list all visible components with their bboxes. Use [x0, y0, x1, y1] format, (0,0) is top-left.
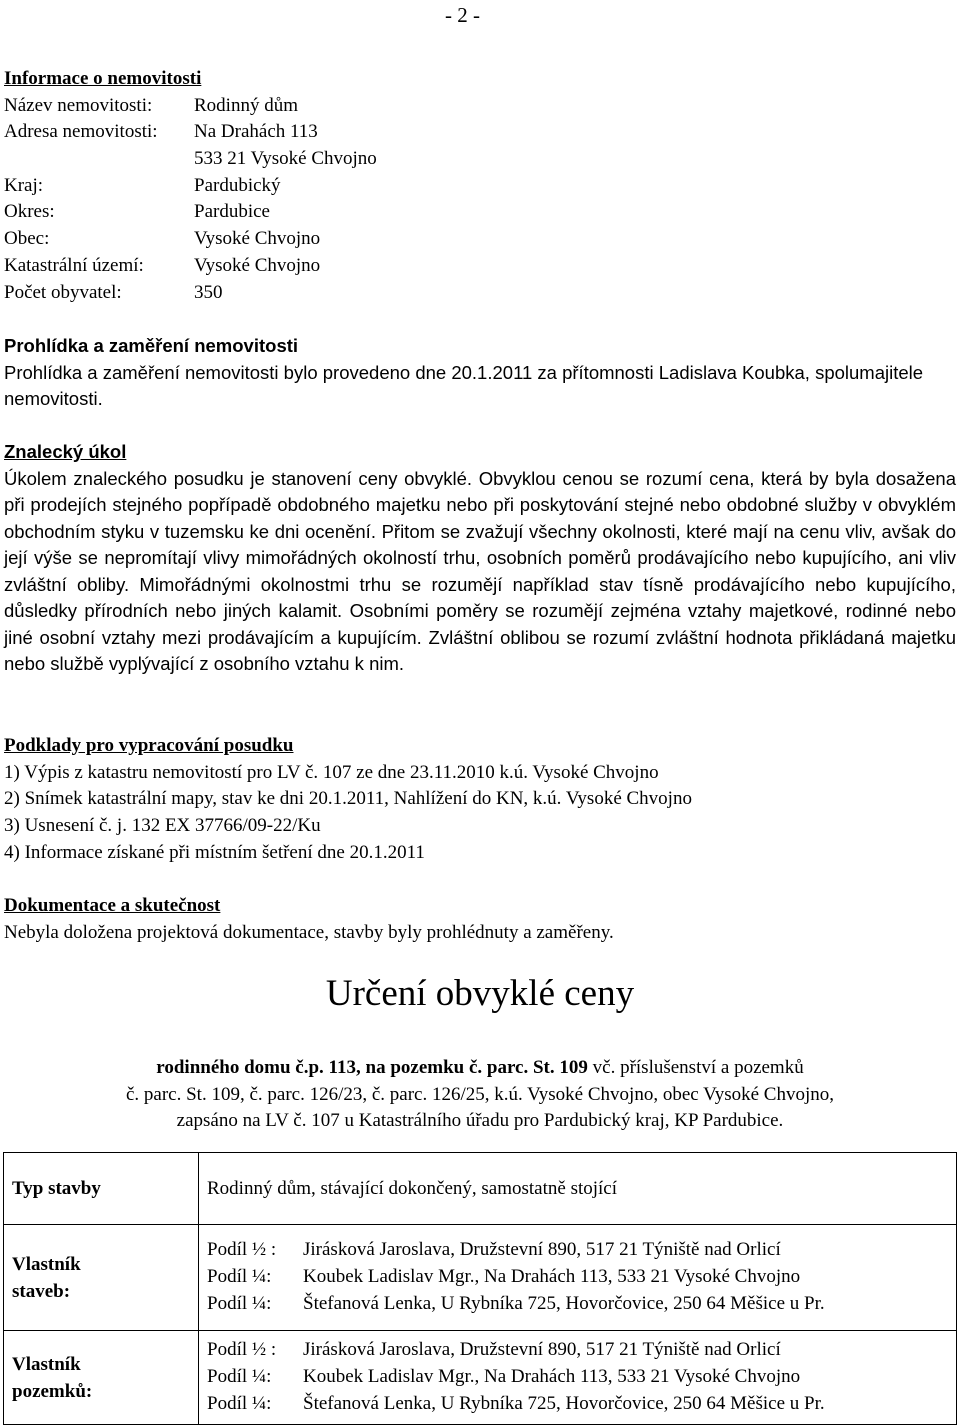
list-item: 1) Výpis z katastru nemovitostí pro LV č. 107 ze dne 23.11.2010 k.ú. Vysoké Chvojno: [4, 761, 659, 783]
info-label: Název nemovitosti:: [4, 94, 153, 116]
valuation-heading: Určení obvyklé ceny: [325, 973, 635, 1014]
documentation-section: [4, 893, 944, 946]
label-line: staveb:: [12, 1280, 71, 1302]
building-owner-label: [4, 1225, 199, 1331]
inspection-section: [4, 333, 956, 413]
table-row: [4, 1225, 957, 1331]
info-label: Obec:: [4, 228, 50, 250]
owner-line: [207, 1264, 948, 1291]
owner-share: Podíl ½ :: [207, 1239, 277, 1261]
info-row: [4, 280, 564, 307]
owner-name: Štefanová Lenka, U Rybníka 725, Hovorčovice, 250 64 Měšice u Pr.: [303, 1392, 825, 1414]
table-row: [4, 1153, 957, 1225]
subject-line-1: [0, 1055, 960, 1082]
owner-name: Jirásková Jaroslava, Družstevní 890, 517 21 Týniště nad Orlicí: [303, 1339, 781, 1361]
info-label: [4, 146, 194, 173]
list-item: 3) Usnesení č. j. 132 EX 37766/09-22/Ku: [4, 815, 321, 837]
owner-share: Podíl ¼:: [207, 1392, 272, 1414]
info-row: [4, 93, 564, 120]
owner-name: Koubek Ladislav Mgr., Na Drahách 113, 533 21 Vysoké Chvojno: [303, 1266, 801, 1288]
owner-name: Koubek Ladislav Mgr., Na Drahách 113, 533 21 Vysoké Chvojno: [303, 1366, 801, 1388]
subject-line-3: zapsáno na LV č. 107 u Katastrálního úřadu pro Pardubický kraj, KP Pardubice.: [176, 1110, 784, 1131]
info-value: Na Drahách 113: [194, 121, 318, 143]
info-value: Rodinný dům: [194, 94, 298, 116]
label-line: Vlastník: [12, 1253, 81, 1275]
label-line: Vlastník: [12, 1353, 81, 1375]
owner-name: Štefanová Lenka, U Rybníka 725, Hovorčovice, 250 64 Měšice u Pr.: [303, 1292, 825, 1314]
owner-share: Podíl ¼:: [207, 1292, 272, 1314]
ownership-table: [3, 1152, 957, 1425]
info-value: 533 21 Vysoké Chvojno: [194, 148, 377, 170]
building-owner-list: [199, 1225, 957, 1331]
info-row: [4, 226, 564, 253]
expert-task-body: Obvyklou cenou se rozumí cena, která by byla dosažena při prodejích stejného popřípadě obdobného majetku nebo při poskytování stejné nebo obdobné služby v obvyklém obchodním styku v tuzemsku ke dni ocenění. Přitom se zvažují všechny okolnosti, které mají na cenu vliv, avšak do její výše se nepromítají vlivy mimořádných okolností trhu, osobních poměrů prodávajícího nebo kupujícího, ani vliv zvláštní obliby. Mimořádnými okolnostmi trhu se rozumějí například stav tísně prodávajícího nebo kupujícího, důsledky přírodních nebo jiných kalamit. Osobními poměry se rozumějí zejména vztahy majetkové, rodinné nebo jiné osobní vztahy mezi prodávajícím a kupujícím. Zvláštní oblibou se rozumí zvláštní hodnota přikládaná majetku nebo službě vyplývající z osobního vztahu k nim.: [4, 467, 957, 674]
table-row: [4, 1331, 957, 1425]
info-value: Vysoké Chvojno: [194, 254, 321, 276]
subject-rest: vč. příslušenství a pozemků: [587, 1057, 804, 1078]
building-type-label: Typ stavby: [4, 1153, 199, 1225]
list-item: 4) Informace získané při místním šetření dne 20.1.2011: [4, 841, 425, 863]
property-info: [4, 66, 564, 306]
subject-line-2: č. parc. St. 109, č. parc. 126/23, č. parc. 126/25, k.ú. Vysoké Chvojno, obec Vysoké Chvojno,: [125, 1083, 834, 1105]
info-label: Katastrální území:: [4, 254, 144, 276]
expert-task-title: Znalecký úkol: [4, 441, 127, 462]
info-row: [4, 173, 564, 200]
inspection-text: Prohlídka a zaměření nemovitosti bylo provedeno dne 20.1.2011 za přítomnosti Ladislava Koubka, spolumajitele nemovitosti.: [4, 361, 924, 409]
owner-name: Jirásková Jaroslava, Družstevní 890, 517 21 Týniště nad Orlicí: [303, 1239, 781, 1261]
owner-line: [207, 1391, 948, 1418]
info-value: 350: [194, 281, 223, 303]
list-item: 2) Snímek katastrální mapy, stav ke dni 20.1.2011, Nahlížení do KN, k.ú. Vysoké Chvojno: [4, 788, 692, 810]
owner-share: Podíl ¼:: [207, 1366, 272, 1388]
info-label: Počet obyvatel:: [4, 281, 122, 303]
info-label: Kraj:: [4, 174, 44, 196]
documents-section: [4, 733, 944, 866]
info-row: [4, 119, 564, 146]
label-line: pozemků:: [12, 1380, 93, 1402]
expert-task-text: [4, 466, 956, 678]
land-owner-label: [4, 1331, 199, 1425]
documentation-title: Dokumentace a skutečnost: [4, 895, 221, 916]
owner-line: [207, 1291, 948, 1318]
land-owner-list: [199, 1331, 957, 1425]
property-info-title: Informace o nemovitosti: [4, 68, 202, 89]
valuation-subject: [0, 1055, 960, 1135]
info-label: Adresa nemovitosti:: [4, 121, 158, 143]
documents-title: Podklady pro vypracování posudku: [4, 735, 294, 756]
info-row: [4, 146, 564, 173]
info-label: Okres:: [4, 201, 55, 223]
page-number: - 2 -: [445, 3, 480, 27]
subject-bold: rodinného domu č.p. 113, na pozemku č. parc. St. 109: [156, 1057, 588, 1078]
info-row: [4, 199, 564, 226]
expert-task-lead: Úkolem znaleckého posudku je stanovení ceny obvyklé.: [4, 467, 473, 489]
owner-line: [207, 1364, 948, 1391]
owner-line: [207, 1337, 948, 1364]
info-row: [4, 253, 564, 280]
documentation-text: Nebyla doložena projektová dokumentace, stavby byly prohlédnuty a zaměřeny.: [4, 921, 614, 943]
owner-share: Podíl ¼:: [207, 1266, 272, 1288]
inspection-title: Prohlídka a zaměření nemovitosti: [4, 335, 299, 356]
info-value: Pardubický: [194, 174, 281, 196]
expert-task-section: [4, 439, 956, 678]
owner-share: Podíl ½ :: [207, 1339, 277, 1361]
owner-line: [207, 1237, 948, 1264]
info-value: Pardubice: [194, 201, 270, 223]
info-value: Vysoké Chvojno: [194, 228, 321, 250]
building-type-value: Rodinný dům, stávající dokončený, samostatně stojící: [199, 1153, 957, 1225]
